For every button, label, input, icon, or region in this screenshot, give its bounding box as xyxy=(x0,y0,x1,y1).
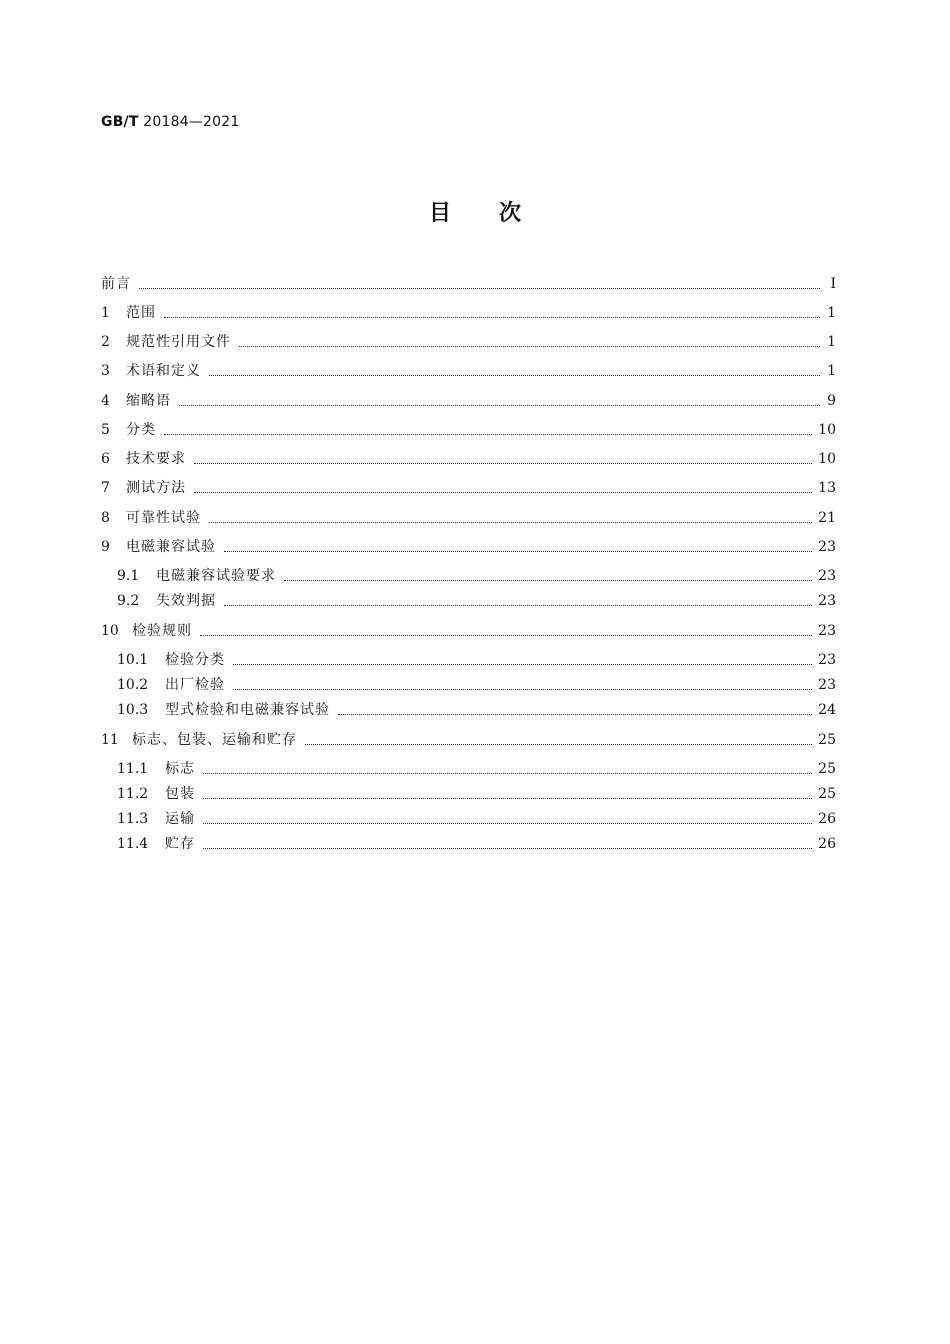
toc-dot-leader xyxy=(164,424,812,435)
toc-entry-page: 25 xyxy=(818,761,836,777)
toc-entry-title: 标志 xyxy=(165,761,195,777)
toc-entry-title: 贮存 xyxy=(165,836,195,852)
toc-entry-page: 9 xyxy=(827,393,836,409)
toc-entry-title: 出厂检验 xyxy=(165,677,225,693)
toc-dot-leader xyxy=(239,336,820,347)
page-title: 目次 xyxy=(428,201,569,226)
toc-dot-leader xyxy=(338,704,812,715)
toc-dot-leader xyxy=(203,763,812,774)
toc-entry[interactable] xyxy=(117,650,836,670)
toc-entry-number: 11.2 xyxy=(117,786,149,802)
toc-entry-title: 型式检验和电磁兼容试验 xyxy=(165,702,330,718)
toc-entry[interactable] xyxy=(101,391,836,411)
toc-entry-number: 6 xyxy=(101,451,110,467)
toc-entry-page: 26 xyxy=(818,836,836,852)
toc-entry-title: 包装 xyxy=(165,786,195,802)
toc-entry[interactable] xyxy=(101,274,836,294)
toc-entry-number: 1 xyxy=(101,305,110,321)
toc-entry[interactable] xyxy=(101,537,836,557)
toc-entry-page: 13 xyxy=(818,480,836,496)
toc-dot-leader xyxy=(203,813,812,824)
toc-entry[interactable] xyxy=(117,591,836,611)
toc-entry-page: 26 xyxy=(818,811,836,827)
toc-dot-leader xyxy=(179,395,820,406)
toc-entry-number: 9 xyxy=(101,539,110,555)
toc-entry[interactable] xyxy=(101,420,836,440)
toc-entry-page: 1 xyxy=(827,334,836,350)
toc-entry-number: 10.3 xyxy=(117,702,149,718)
toc-entry-title: 检验规则 xyxy=(132,623,192,639)
toc-entry[interactable] xyxy=(101,730,836,750)
toc-dot-leader xyxy=(203,788,812,799)
toc-dot-leader xyxy=(224,595,812,606)
toc-dot-leader xyxy=(305,734,812,745)
toc-entry-page: 10 xyxy=(818,422,836,438)
toc-entry-number: 11.1 xyxy=(117,761,149,777)
toc-entry-number: 7 xyxy=(101,480,110,496)
toc-entry[interactable] xyxy=(117,834,836,854)
toc-entry-title: 检验分类 xyxy=(165,652,225,668)
toc-entry-title: 失效判据 xyxy=(156,593,216,609)
toc-entry-number: 9.1 xyxy=(117,568,140,584)
toc-entry[interactable] xyxy=(117,809,836,829)
toc-entry[interactable] xyxy=(117,675,836,695)
toc-entry-number: 4 xyxy=(101,393,110,409)
toc-entry-title: 前言 xyxy=(101,276,131,292)
toc-entry-title: 标志、包装、运输和贮存 xyxy=(132,732,297,748)
toc-entry-page: 21 xyxy=(818,510,836,526)
toc-entry-number: 2 xyxy=(101,334,110,350)
standard-prefix: GB/T xyxy=(101,114,139,130)
toc-dot-leader xyxy=(194,453,812,464)
toc-entry-page: I xyxy=(830,276,836,292)
toc-dot-leader xyxy=(233,679,812,690)
toc-entry-page: 23 xyxy=(818,568,836,584)
toc-entry-number: 10 xyxy=(101,623,119,639)
toc-dot-leader xyxy=(164,307,820,318)
toc-dot-leader xyxy=(200,625,812,636)
toc-entry-number: 3 xyxy=(101,363,110,379)
toc-entry-page: 1 xyxy=(827,305,836,321)
toc-entry-number: 8 xyxy=(101,510,110,526)
toc-entry-page: 23 xyxy=(818,593,836,609)
standard-code xyxy=(101,114,239,130)
toc-entry-page: 23 xyxy=(818,677,836,693)
toc-entry-title: 术语和定义 xyxy=(126,363,201,379)
toc-entry-number: 5 xyxy=(101,422,110,438)
toc-entry[interactable] xyxy=(117,566,836,586)
toc-entry-title: 技术要求 xyxy=(126,451,186,467)
toc-dot-leader xyxy=(209,365,820,376)
toc-entry-title: 缩略语 xyxy=(126,393,171,409)
toc-entry-title: 测试方法 xyxy=(126,480,186,496)
toc-entry-title: 分类 xyxy=(126,422,156,438)
toc-entry-title: 规范性引用文件 xyxy=(126,334,231,350)
toc-entry-page: 24 xyxy=(818,702,836,718)
toc-entry-number: 11 xyxy=(101,732,119,748)
toc-dot-leader xyxy=(139,278,820,289)
toc-entry[interactable] xyxy=(101,508,836,528)
toc-entry-page: 23 xyxy=(818,652,836,668)
toc-dot-leader xyxy=(209,512,812,523)
toc-entry-title: 运输 xyxy=(165,811,195,827)
toc-dot-leader xyxy=(233,654,812,665)
toc-entry[interactable] xyxy=(117,759,836,779)
toc-dot-leader xyxy=(284,570,812,581)
toc-entry-page: 23 xyxy=(818,539,836,555)
toc-dot-leader xyxy=(224,541,812,552)
toc-entry-page: 1 xyxy=(827,363,836,379)
toc-entry-number: 10.1 xyxy=(117,652,149,668)
toc-entry[interactable] xyxy=(101,361,836,381)
toc-entry-number: 11.3 xyxy=(117,811,149,827)
toc-entry-page: 25 xyxy=(818,786,836,802)
toc-entry-number: 10.2 xyxy=(117,677,149,693)
toc-entry-title: 电磁兼容试验 xyxy=(126,539,216,555)
toc-entry[interactable] xyxy=(117,700,836,720)
toc-entry[interactable] xyxy=(101,478,836,498)
toc-entry-title: 电磁兼容试验要求 xyxy=(156,568,276,584)
toc-entry[interactable] xyxy=(101,303,836,323)
toc-entry-number: 9.2 xyxy=(117,593,140,609)
toc-entry[interactable] xyxy=(101,621,836,641)
toc-entry-title: 可靠性试验 xyxy=(126,510,201,526)
toc-dot-leader xyxy=(203,838,812,849)
toc-entry-page: 10 xyxy=(818,451,836,467)
toc-entry-title: 范围 xyxy=(126,305,156,321)
toc-entry[interactable] xyxy=(101,449,836,469)
toc-entry-page: 25 xyxy=(818,732,836,748)
toc-entry-number: 11.4 xyxy=(117,836,149,852)
standard-number: 20184—2021 xyxy=(143,114,240,130)
toc-entry[interactable] xyxy=(101,332,836,352)
toc-dot-leader xyxy=(194,482,812,493)
toc-entry-page: 23 xyxy=(818,623,836,639)
toc-entry[interactable] xyxy=(117,784,836,804)
